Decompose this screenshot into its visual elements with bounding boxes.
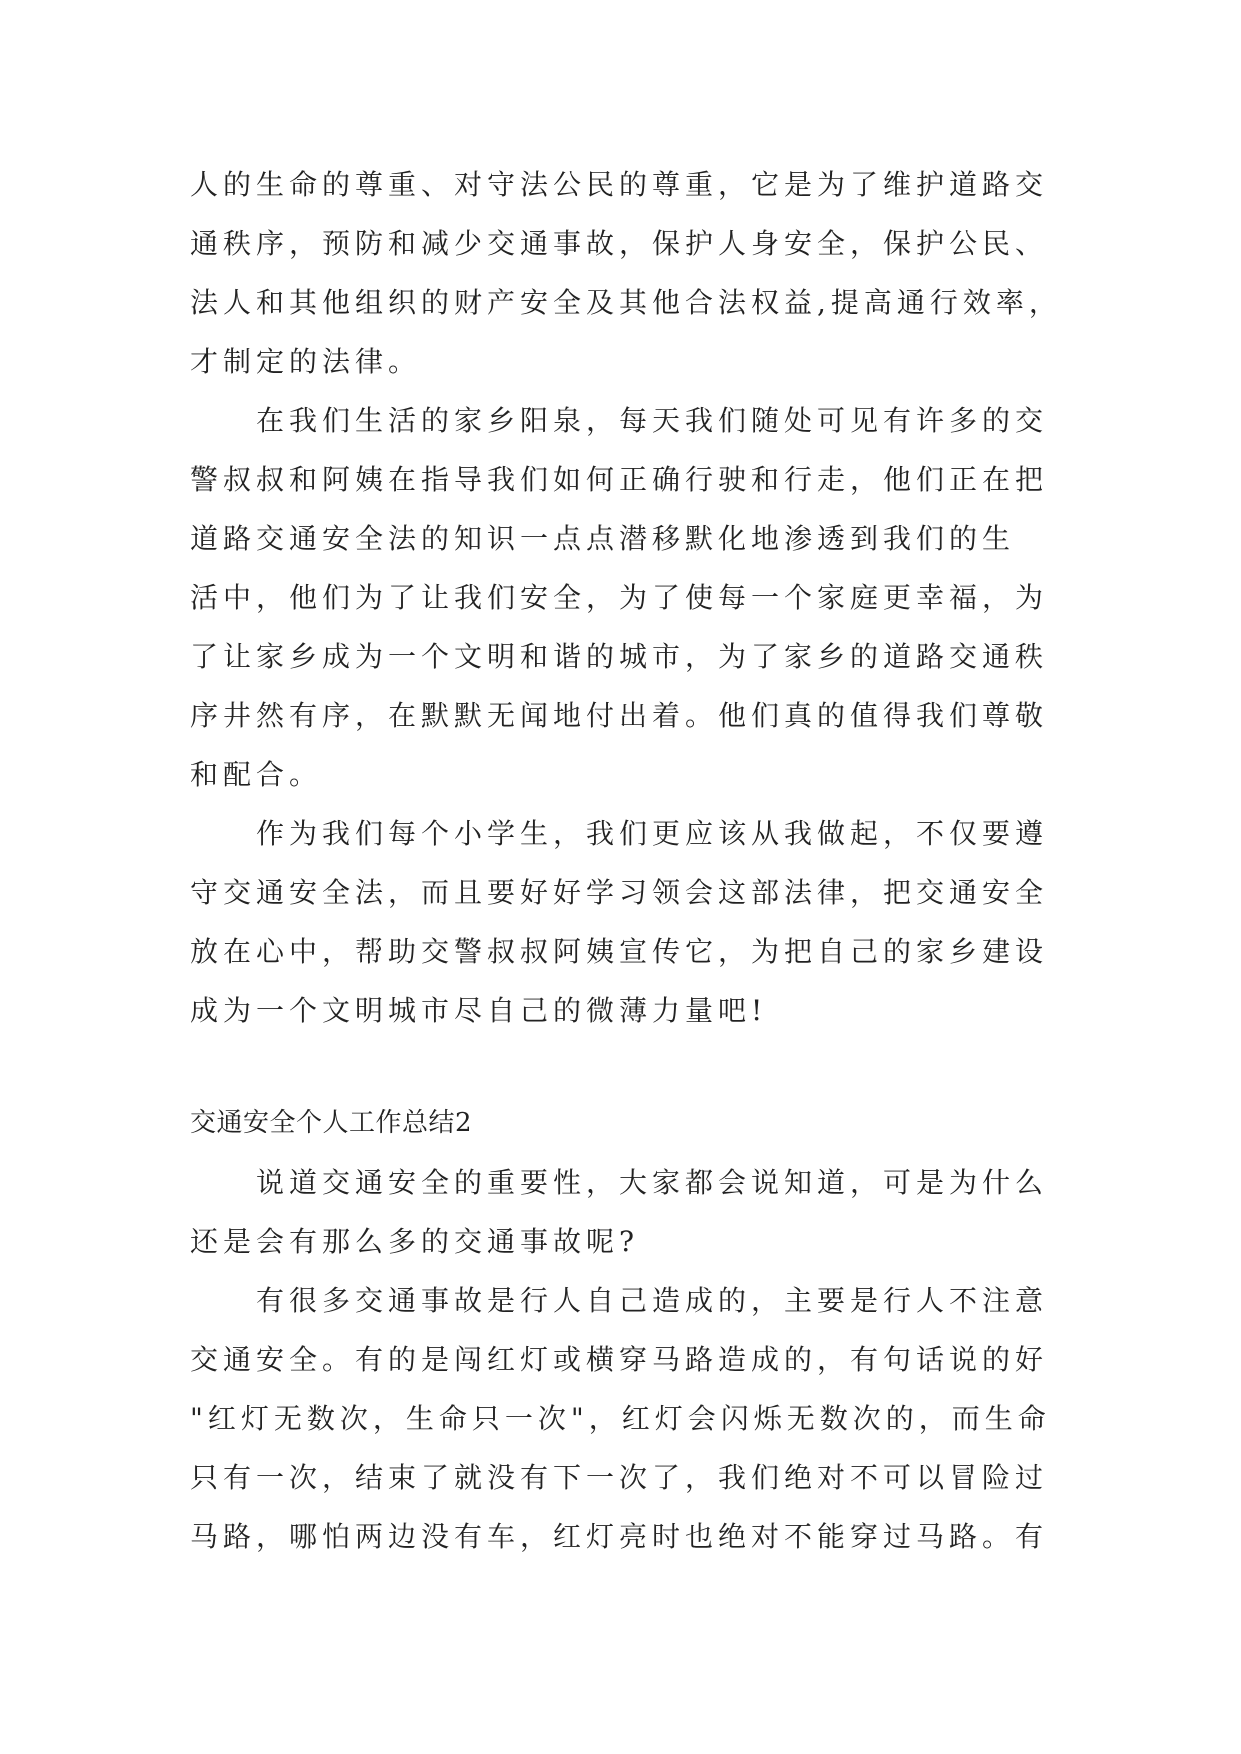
section-gap [190, 1040, 1090, 1094]
text-line: 序井然有序，在默默无闻地付出着。他们真的值得我们尊敬 [190, 699, 1049, 732]
paragraph-4 [190, 1153, 1090, 1271]
text-line: 说道交通安全的重要性，大家都会说知道，可是为什么 [256, 1166, 1049, 1199]
text-line: "红灯无数次，生命只一次"，红灯会闪烁无数次的，而生命 [190, 1402, 1051, 1435]
text-line: 人的生命的尊重、对守法公民的尊重，它是为了维护道路交 [190, 168, 1049, 201]
text-line: 作为我们每个小学生，我们更应该从我做起，不仅要遵 [256, 817, 1049, 850]
text-line: 道路交通安全法的知识一点点潜移默化地渗透到我们的生 [190, 522, 1016, 555]
text-line: 有很多交通事故是行人自己造成的，主要是行人不注意 [256, 1284, 1049, 1317]
section-1 [190, 155, 1090, 1040]
paragraph-2 [190, 391, 1090, 804]
text-line: 成为一个文明城市尽自己的微薄力量吧! [190, 994, 768, 1027]
text-line: 守交通安全法，而且要好好学习领会这部法律，把交通安全 [190, 876, 1049, 909]
paragraph-5 [190, 1271, 1090, 1566]
text-line: 才制定的法律。 [190, 345, 422, 378]
text-line: 还是会有那么多的交通事故呢? [190, 1225, 640, 1258]
text-line: 在我们生活的家乡阳泉，每天我们随处可见有许多的交 [256, 404, 1049, 437]
text-line: 警叔叔和阿姨在指导我们如何正确行驶和行走，他们正在把 [190, 463, 1049, 496]
text-line: 法人和其他组织的财产安全及其他合法权益,提高通行效率， [190, 286, 1062, 319]
section-heading: 交通安全个人工作总结2 [190, 1108, 473, 1138]
text-line: 马路，哪怕两边没有车，红灯亮时也绝对不能穿过马路。有 [190, 1520, 1049, 1553]
paragraph-3 [190, 804, 1090, 1040]
document-body [190, 155, 1090, 1566]
text-line: 活中，他们为了让我们安全，为了使每一个家庭更幸福，为 [190, 581, 1049, 614]
text-line: 放在心中，帮助交警叔叔阿姨宣传它，为把自己的家乡建设 [190, 935, 1049, 968]
paragraph-1 [190, 155, 1090, 391]
text-line: 只有一次，结束了就没有下一次了，我们绝对不可以冒险过 [190, 1461, 1049, 1494]
text-line: 交通安全。有的是闯红灯或横穿马路造成的，有句话说的好 [190, 1343, 1049, 1376]
text-line: 了让家乡成为一个文明和谐的城市，为了家乡的道路交通秩 [190, 640, 1049, 673]
text-line: 通秩序，预防和减少交通事故，保护人身安全，保护公民、 [190, 227, 1049, 260]
text-line: 和配合。 [190, 758, 323, 791]
section-2 [190, 1094, 1090, 1566]
